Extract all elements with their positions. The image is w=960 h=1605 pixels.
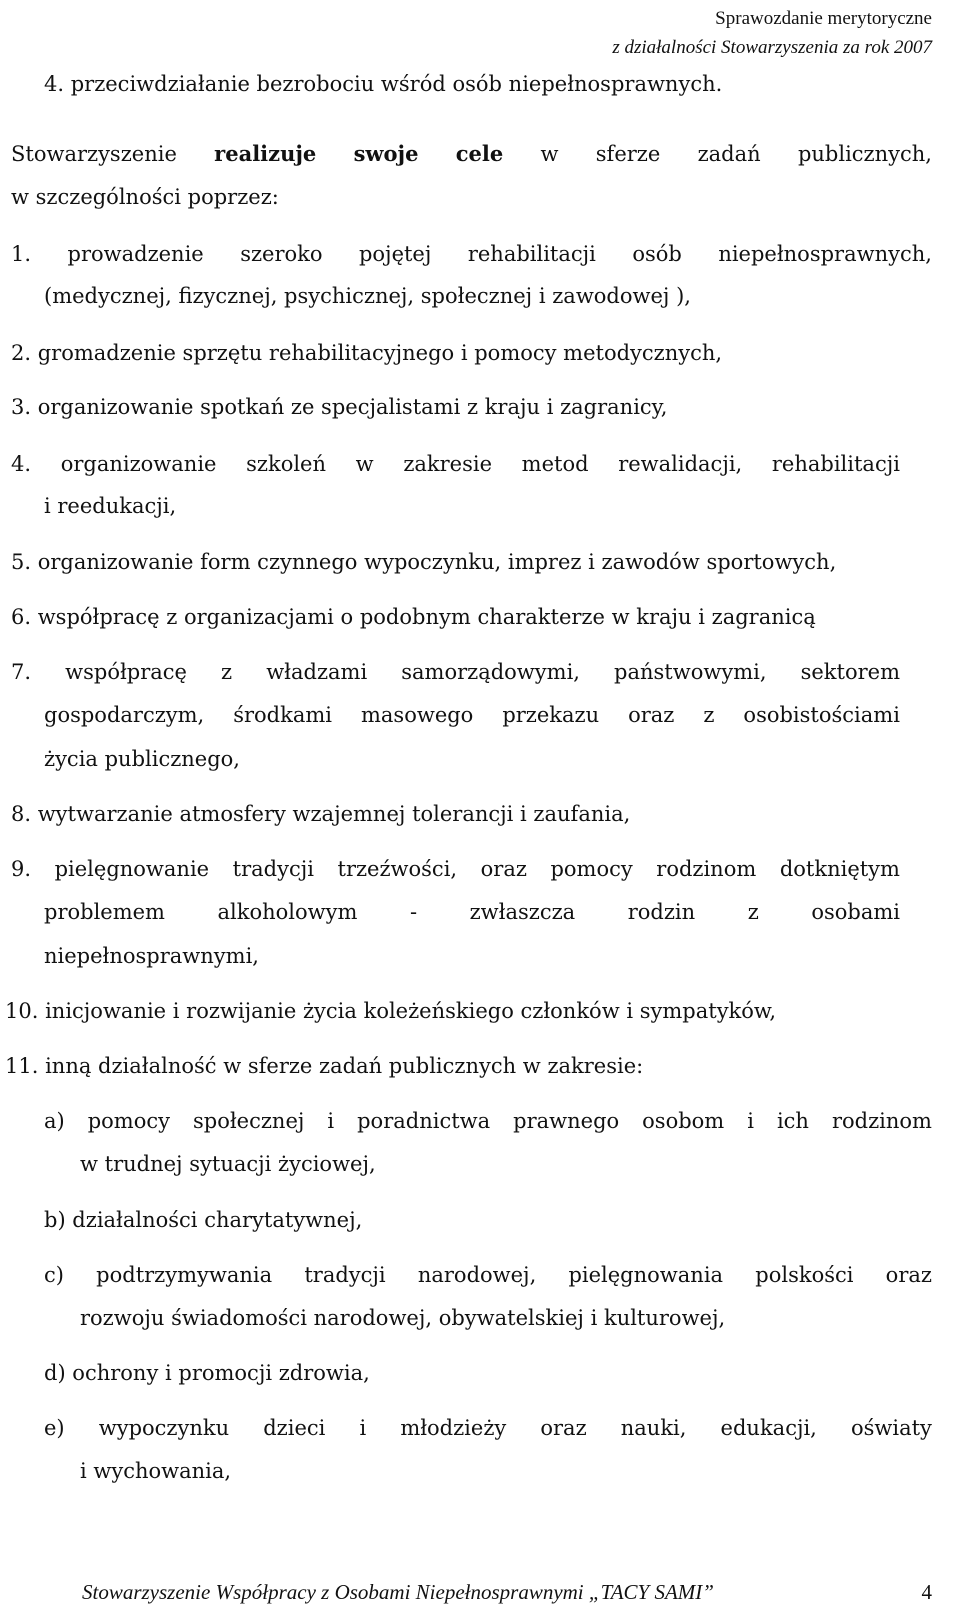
page-header [612,4,932,62]
word: narodowej, [417,1263,537,1287]
word: 4. [11,452,32,476]
sub-item-e-line-1 [44,1414,932,1442]
word: sferze [595,142,661,166]
word: niepełnosprawnych, [718,242,932,266]
word: - [409,900,418,924]
word: oraz [540,1416,587,1440]
bold-word: swoje [353,141,419,166]
intro-item: 4. przeciwdziałanie bezrobociu wśród osób niepełnosprawnych. [44,72,723,96]
word: pielęgnowania [568,1263,724,1287]
word: ich [776,1109,809,1133]
sub-item-a-line-1 [44,1107,932,1135]
word: oraz [480,857,527,881]
word: alkoholowym [217,900,358,924]
word: wypoczynku [98,1416,230,1440]
word: rodzinom [656,857,757,881]
word: zakresie [403,452,493,476]
list-item-6: 6. współpracę z organizacjami o podobnym charakterze w kraju i zagranicą [11,605,816,629]
word: rehabilitacji [771,452,900,476]
header-subtitle: z działalności Stowarzyszenia za rok 2007 [612,37,932,58]
sub-item-a-line-2: w trudnej sytuacji życiowej, [80,1152,376,1176]
word: tradycji [304,1263,386,1287]
page-number: 4 [921,1580,932,1604]
word: sektorem [800,660,900,684]
paragraph-line-2: w szczególności poprzez: [11,185,279,209]
word: oraz [628,703,675,727]
list-item-9-line-2 [44,898,900,926]
word: osobom [642,1109,725,1133]
word: masowego [360,703,474,727]
footer-organization: Stowarzyszenie Współpracy z Osobami Niepełnosprawnymi „TACY SAMI” [82,1580,714,1604]
word: osobami [811,900,900,924]
word: polskości [755,1263,854,1287]
word: w [355,452,374,476]
word: organizowanie [60,452,217,476]
list-item-4-line-2: i reedukacji, [44,494,177,518]
word: środkami [233,703,332,727]
word: osobistościami [743,703,900,727]
word: osób [632,242,682,266]
word: publicznych, [797,142,932,166]
list-item-5: 5. organizowanie form czynnego wypoczynku, imprez i zawodów sportowych, [11,550,837,574]
word: młodzieży [400,1416,507,1440]
word: współpracę [65,660,187,684]
word: edukacji, [720,1416,817,1440]
word: 1. [11,242,32,266]
word: i [327,1109,335,1133]
word: pojętej [358,242,432,266]
word: trzeźwości, [337,857,458,881]
word: rehabilitacji [467,242,596,266]
word: z [703,703,715,727]
word: rodzin [627,900,696,924]
word: e) [44,1416,65,1440]
word: prawnego [513,1109,620,1133]
list-item-2: 2. gromadzenie sprzętu rehabilitacyjnego i pomocy metodycznych, [11,341,723,365]
word: pomocy [87,1109,170,1133]
word: poradnictwa [357,1109,491,1133]
list-item-1-line-1 [11,240,932,268]
word: podtrzymywania [96,1263,273,1287]
list-item-3: 3. organizowanie spotkań ze specjalistami z kraju i zagranicy, [11,395,668,419]
word: społecznej [193,1109,305,1133]
word: i [359,1416,367,1440]
sub-item-d: d) ochrony i promocji zdrowia, [44,1361,370,1385]
word: z [747,900,759,924]
word: oraz [885,1263,932,1287]
word: przekazu [502,703,600,727]
word: tradycji [232,857,314,881]
word: problemem [44,900,165,924]
word: gospodarczym, [44,703,205,727]
word: nauki, [620,1416,687,1440]
bold-word: realizuje [214,141,317,166]
word: szeroko [240,242,323,266]
word: zadań [697,142,761,166]
word: a) [44,1109,65,1133]
list-item-1-line-2: (medycznej, fizycznej, psychicznej, społecznej i zawodowej ), [44,284,691,308]
sub-item-c-line-2: rozwoju świadomości narodowej, obywatelskiej i kulturowej, [80,1306,726,1330]
word: 7. [11,660,32,684]
word: prowadzenie [67,242,204,266]
word: w [540,142,559,166]
word: z [221,660,233,684]
word: władzami [266,660,368,684]
word: zwłaszcza [469,900,576,924]
bold-word: cele [455,141,504,166]
word: dotkniętym [779,857,900,881]
word: szkoleń [246,452,327,476]
list-item-9-line-3: niepełnosprawnymi, [44,944,259,968]
word: Stowarzyszenie [11,142,177,166]
word: 9. [11,857,32,881]
list-item-7-line-2 [44,701,900,729]
sub-item-e-line-2: i wychowania, [80,1459,232,1483]
paragraph-line-1 [11,140,932,168]
header-title: Sprawozdanie merytoryczne [715,8,932,29]
word: rewalidacji, [618,452,743,476]
list-item-7-line-1 [11,658,900,686]
word: metod [521,452,589,476]
list-item-8: 8. wytwarzanie atmosfery wzajemnej tolerancji i zaufania, [11,802,631,826]
page-footer [82,1580,932,1605]
list-item-9-line-1 [11,855,900,883]
sub-item-b: b) działalności charytatywnej, [44,1208,363,1232]
word: pomocy [550,857,633,881]
word: oświaty [850,1416,932,1440]
word: rodzinom [831,1109,932,1133]
word: państwowymi, [614,660,767,684]
word: dzieci [263,1416,326,1440]
list-item-11: 11. inną działalność w sferze zadań publicznych w zakresie: [5,1054,644,1078]
word: c) [44,1263,64,1287]
list-item-7-line-3: życia publicznego, [44,747,240,771]
list-item-10: 10. inicjowanie i rozwijanie życia koleżeńskiego członków i sympatyków, [5,999,777,1023]
word: samorządowymi, [401,660,580,684]
sub-item-c-line-1 [44,1261,932,1289]
word: i [747,1109,754,1133]
list-item-4-line-1 [11,450,900,478]
word: pielęgnowanie [54,857,210,881]
